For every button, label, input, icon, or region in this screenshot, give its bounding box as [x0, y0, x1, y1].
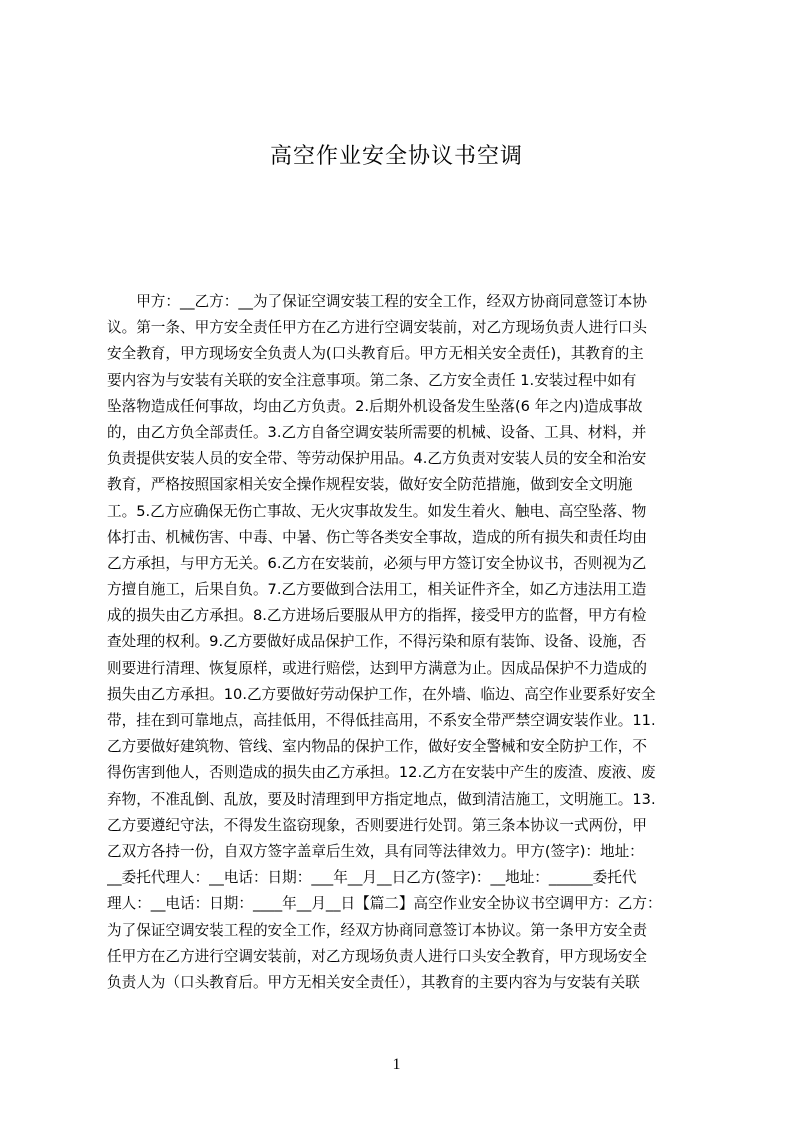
body-line: 负责提供安装人员的安全带、等劳动保护用品。4.乙方负责对安装人员的安全和治安 — [107, 450, 647, 468]
body-line: 体打击、机械伤害、中毒、中暑、伤亡等各类安全事故，造成的所有损失和责任均由 — [107, 528, 647, 546]
body-line: 乙双方各持一份，自双方签字盖章后生效，具有同等法律效力。甲方(签字)：地址： — [107, 842, 644, 860]
body-line: 工。5.乙方应确保无伤亡事故、无火灾事故发生。如发生着火、触电、高空坠落、物 — [107, 502, 647, 520]
body-line: 乙方要遵纪守法，不得发生盗窃现象，否则要进行处罚。第三条本协议一式两份，甲 — [107, 816, 647, 834]
body-line: 的，由乙方负全部责任。3.乙方自备空调安装所需要的机械、设备、工具、材料，并 — [107, 423, 647, 441]
body-line: 则要进行清理、恢复原样，或进行赔偿，达到甲方满意为止。因成品保护不力造成的 — [107, 659, 647, 677]
body-line: 成的损失由乙方承担。8.乙方进场后要服从甲方的指挥，接受甲方的监督，甲方有检 — [107, 607, 647, 625]
body-line: 乙方承担，与甲方无关。6.乙方在安装前，必须与甲方签订安全协议书，否则视为乙 — [107, 554, 647, 572]
body-line: 甲方：__乙方：__为了保证空调安装工程的安全工作，经双方协商同意签订本协 — [107, 293, 647, 310]
page-number: 1 — [392, 1056, 401, 1073]
body-line: 带，挂在到可靠地点，高挂低用，不得低挂高用，不系安全带严禁空调安装作业。11. — [107, 712, 656, 729]
body-line: 查处理的权利。9.乙方要做好成品保护工作，不得污染和原有装饰、设备、设施，否 — [107, 633, 647, 651]
body-line: 安全教育，甲方现场安全负责人为(口头教育后。甲方无相关安全责任)，其教育的主 — [107, 345, 644, 363]
body-line: 得伤害到他人，否则造成的损失由乙方承担。12.乙方在安装中产生的废渣、废液、废 — [107, 764, 656, 782]
body-line: 要内容为与安装有关联的安全注意事项。第二条、乙方安全责任 1.安装过程中如有 — [107, 371, 637, 389]
document-title: 高空作业安全协议书空调 — [269, 144, 523, 169]
body-line: 教育，严格按照国家相关安全操作规程安装，做好安全防范措施，做到安全文明施 — [107, 476, 633, 494]
body-line: 负责人为（口头教育后。甲方无相关安全责任），其教育的主要内容为与安装有关联 — [107, 973, 640, 991]
body-line: 理人：__电话：日期：____年__月__日【篇二】高空作业安全协议书空调甲方：乙方： — [107, 895, 662, 913]
body-line: 为了保证空调安装工程的安全工作，经双方协商同意签订本协议。第一条甲方安全责 — [107, 921, 647, 939]
body-line: __委托代理人：__电话：日期：___年__月__日乙方(签字)：__地址：______委托代 — [107, 869, 637, 887]
body-line: 方擅自施工，后果自负。7.乙方要做到合法用工，相关证件齐全，如乙方违法用工造 — [107, 581, 647, 599]
document-body — [107, 289, 697, 996]
body-line: 坠落物造成任何事故，均由乙方负责。2.后期外机设备发生坠落(6 年之内)造成事故 — [107, 397, 643, 415]
body-line: 损失由乙方承担。10.乙方要做好劳动保护工作，在外墙、临边、高空作业要系好安全 — [107, 685, 656, 703]
body-line: 任甲方在乙方进行空调安装前，对乙方现场负责人进行口头安全教育，甲方现场安全 — [107, 947, 647, 965]
body-line: 弃物，不准乱倒、乱放，要及时清理到甲方指定地点，做到清洁施工，文明施工。13. — [107, 790, 656, 808]
body-line: 乙方要做好建筑物、管线、室内物品的保护工作，做好安全警械和安全防护工作，不 — [107, 738, 647, 756]
body-line: 议。第一条、甲方安全责任甲方在乙方进行空调安装前，对乙方现场负责人进行口头 — [107, 319, 647, 337]
